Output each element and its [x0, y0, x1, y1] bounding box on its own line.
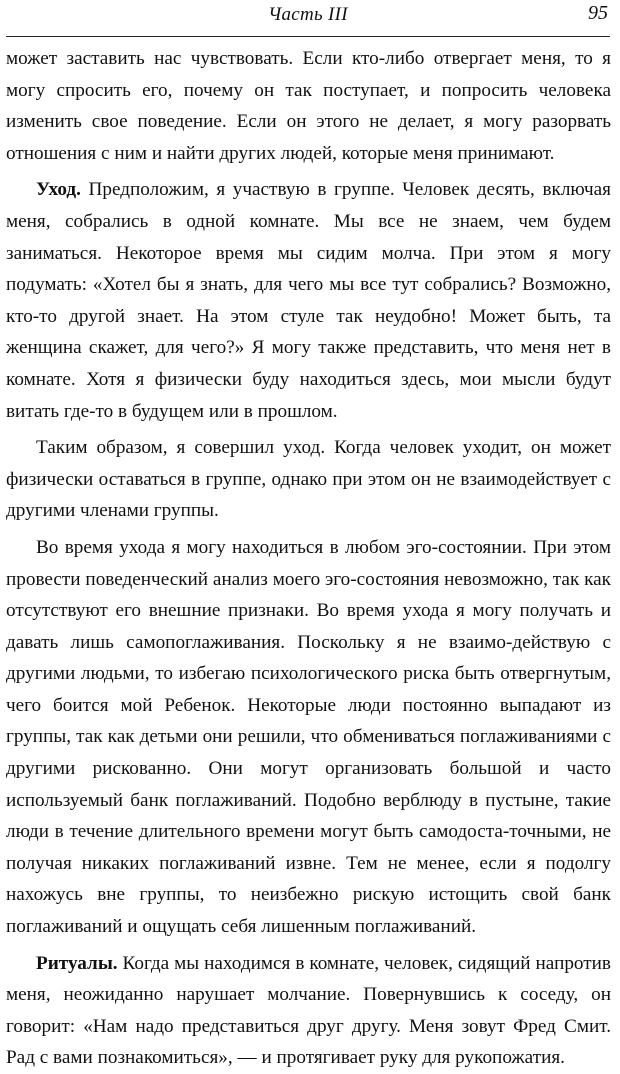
paragraph-withdrawal-ego-states: [6, 532, 611, 943]
paragraph-text: Предположим, я участвую в группе. Человек десять, включая меня, собрались в одной комнате. Мы все не знаем, чем будем заниматься. Некоторое время мы сидим молча. При этом я могу подумать: «Хотел бы я знать, для чего мы все тут собрались? Возможно, кто-то другой знает. На этом стуле так неудобно! Может быть, та женщина скажет, для чего?» Я могу также представить, что меня нет в комнате. Хотя я физически буду находиться здесь, мои мысли будут витать где-то в будущем или в прошлом.: [6, 179, 611, 422]
paragraph-rituals: [6, 948, 611, 1074]
part-title: Часть III: [268, 4, 348, 25]
paragraph-withdrawal-summary: [6, 432, 611, 527]
body-text: [6, 43, 611, 1074]
paragraph-text: Во время ухода я могу находиться в любом эго-состоянии. При этом провести поведенческий анализ моего эго-состояния невозможно, так как отсутствуют его внешние признаки. Во время ухода я могу получать и давать лишь самопоглаживания. Поскольку я не взаимо-действую с другими людьми, то избегаю психологического риска быть отвергнутым, чего боится мой Ребенок. Некоторые люди постоянно выпадают из группы, так как детьми они решили, что обмениваться поглаживаниями с другими рискованно. Они могут организовать большой и часто используемый банк поглаживаний. Подобно верблюду в пустыне, такие люди в течение длительного времени могут быть самодоста-точными, не получая никаких поглаживаний извне. Тем не менее, если я подолгу нахожусь вне группы, то неизбежно рискую истощить свой банк поглаживаний и ощущать себя лишенным поглаживаний.: [6, 536, 611, 938]
paragraph-text: Когда мы находимся в комнате, человек, сидящий напротив меня, неожиданно нарушает молчание. Повернувшись к соседу, он говорит: «Нам надо представиться друг другу. Меня зовут Фред Смит. Рад с вами познакомиться», — и протягивает руку для рукопожатия.: [6, 952, 611, 1069]
paragraph-withdrawal: [6, 174, 611, 427]
section-heading-withdrawal: Уход.: [36, 179, 81, 201]
paragraph-text: Таким образом, я совершил уход. Когда человек уходит, он может физически оставаться в группе, однако при этом он не взаимодействует с другими членами группы.: [6, 437, 611, 522]
section-heading-rituals: Ритуалы.: [36, 952, 118, 974]
running-header: [6, 0, 610, 37]
paragraph-text: может заставить нас чувствовать. Если кто-либо отвергает меня, то я могу спросить его, почему он так поступает, и попросить человека изменить свое поведение. Если он этого не делает, я могу разорвать отношения с ним и найти других людей, которые меня принимают.: [6, 48, 611, 164]
page-number: 95: [588, 2, 608, 24]
paragraph-continuation: [6, 43, 611, 169]
